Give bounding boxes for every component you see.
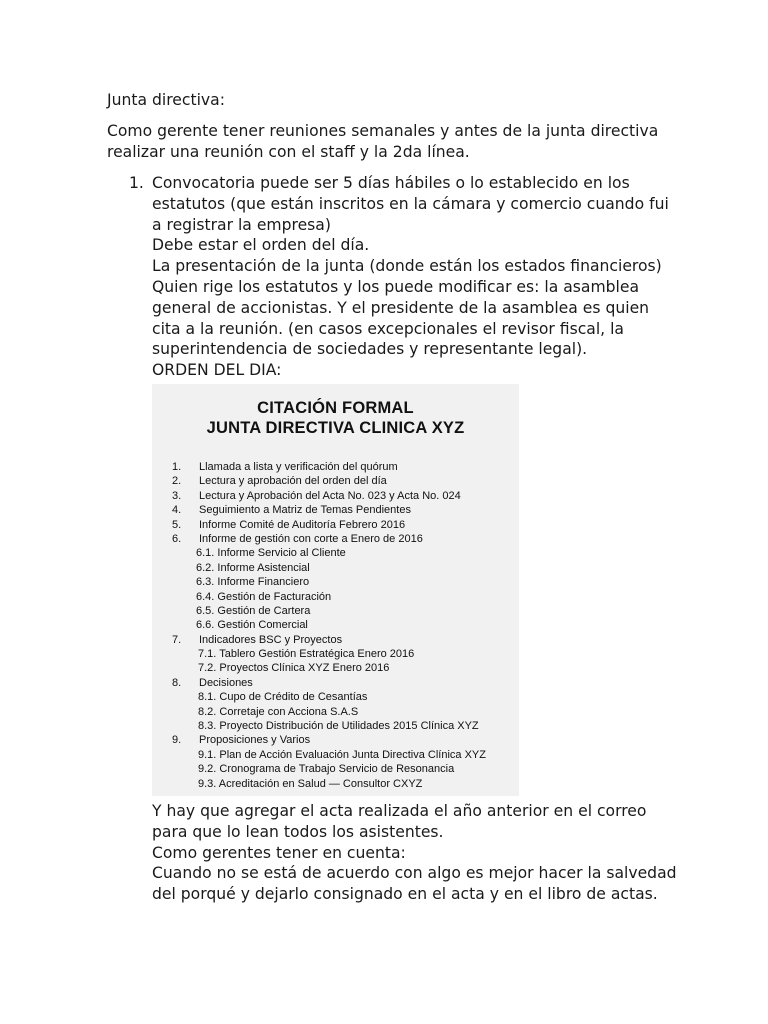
list-item-line: a registrar la empresa) (152, 215, 331, 234)
agenda-item (152, 762, 519, 776)
agenda-item-text: 9.1. Plan de Acción Evaluación Junta Directiva Clínica XYZ (198, 748, 486, 761)
section-heading: Junta directiva: (107, 91, 225, 109)
agenda-item-text: 6.6. Gestión Comercial (196, 619, 308, 632)
agenda-item-text: 6.2. Informe Asistencial (196, 561, 310, 574)
agenda-item-text: 8.3. Proyecto Distribución de Utilidades 2015 Clínica XYZ (198, 720, 479, 733)
list-item-line: La presentación de la junta (donde están los estados financieros) (152, 257, 662, 276)
agenda-item-text: 9.3. Acreditación en Salud — Consultor CXYZ (198, 777, 423, 790)
agenda-item (152, 604, 519, 618)
agenda-item (152, 733, 519, 747)
agenda-item-number: 6. (172, 532, 182, 545)
agenda-item (152, 661, 519, 675)
agenda-item-number: 5. (172, 518, 182, 531)
agenda-item (152, 546, 519, 560)
list-number: 1. (129, 174, 144, 192)
list-item-line: estatutos (que están inscritos en la cámara y comercio cuando fui (152, 194, 669, 213)
intro-line: Como gerente tener reuniones semanales y antes de la junta directiva (107, 122, 659, 140)
agenda-item (152, 518, 519, 532)
agenda-item-text: Informe de gestión con corte a Enero de 2016 (199, 532, 423, 545)
agenda-image (152, 384, 519, 796)
closing-line: Y hay que agregar el acta realizada el año anterior en el correo (152, 802, 647, 820)
agenda-list (152, 460, 519, 791)
closing-line: para que lo lean todos los asistentes. (152, 822, 444, 841)
agenda-item (152, 489, 519, 503)
agenda-item-text: Proposiciones y Varios (199, 734, 311, 747)
agenda-item (152, 633, 519, 647)
agenda-item-number: 4. (172, 504, 182, 517)
list-item-line: superintendencia de sociedades y representante legal). (152, 340, 588, 359)
list-item-line: general de accionistas. Y el presidente de la asamblea es quien (152, 298, 650, 317)
agenda-item-number: 1. (172, 461, 182, 473)
agenda-item-number: 2. (172, 475, 182, 488)
agenda-item-text: 6.5. Gestión de Cartera (196, 604, 311, 617)
agenda-item (152, 748, 519, 762)
agenda-item (152, 777, 519, 791)
agenda-subtitle: JUNTA DIRECTIVA CLINICA XYZ (206, 419, 465, 437)
list-item-line: ORDEN DEL DIA: (152, 361, 282, 380)
agenda-item (152, 474, 519, 488)
agenda-item-text: 6.4. Gestión de Facturación (196, 590, 332, 603)
agenda-item (152, 561, 519, 575)
agenda-item-text: Lectura y aprobación del orden del día (199, 475, 387, 488)
agenda-item-number: 3. (172, 489, 182, 502)
list-item-line: Quien rige los estatutos y los puede modificar es: la asamblea (152, 277, 640, 296)
agenda-item (152, 676, 519, 690)
agenda-item-text: Lectura y Aprobación del Acta No. 023 y Acta No. 024 (199, 489, 461, 502)
list-item-1 (152, 173, 669, 381)
agenda-title: CITACIÓN FORMAL (257, 399, 414, 417)
agenda-item (152, 460, 519, 474)
closing-line: del porqué y dejarlo consignado en el acta y en el libro de actas. (152, 885, 658, 904)
agenda-item-text: 8.2. Corretaje con Acciona S.A.S (198, 705, 359, 718)
agenda-item-text: Indicadores BSC y Proyectos (199, 633, 343, 646)
agenda-item-text: Llamada a lista y verificación del quórum (199, 461, 398, 473)
agenda-item-text: 6.1. Informe Servicio al Cliente (196, 547, 346, 560)
agenda-item-text: Decisiones (199, 676, 253, 689)
agenda-item-text: Seguimiento a Matriz de Temas Pendientes (199, 504, 411, 517)
agenda-item (152, 590, 519, 604)
agenda-item-number: 7. (172, 633, 182, 646)
agenda-item (152, 705, 519, 719)
agenda-item-text: 9.2. Cronograma de Trabajo Servicio de Resonancia (198, 763, 455, 776)
list-item-line: Convocatoria puede ser 5 días hábiles o lo establecido en los (152, 174, 630, 192)
agenda-item (152, 575, 519, 589)
closing-line: Cuando no se está de acuerdo con algo es mejor hacer la salvedad (152, 864, 677, 883)
intro-paragraph (107, 121, 658, 163)
list-item-line: cita a la reunión. (en casos excepcionales el revisor fiscal, la (152, 319, 624, 338)
agenda-item-number: 8. (172, 676, 182, 689)
agenda-item (152, 690, 519, 704)
agenda-item-text: Informe Comité de Auditoría Febrero 2016 (199, 518, 406, 531)
agenda-item-text: 7.2. Proyectos Clínica XYZ Enero 2016 (198, 662, 390, 675)
agenda-item-text: 6.3. Informe Financiero (196, 576, 310, 589)
agenda-item (152, 647, 519, 661)
list-item-line: Debe estar el orden del día. (152, 236, 370, 255)
closing-paragraph (152, 801, 677, 905)
agenda-item (152, 618, 519, 632)
closing-line: Como gerentes tener en cuenta: (152, 843, 406, 862)
agenda-item (152, 719, 519, 733)
agenda-item-number: 9. (172, 734, 182, 747)
agenda-item-text: 7.1. Tablero Gestión Estratégica Enero 2016 (198, 648, 415, 661)
agenda-item (152, 532, 519, 546)
agenda-item (152, 503, 519, 517)
intro-line: realizar una reunión con el staff y la 2da línea. (107, 142, 470, 161)
agenda-item-text: 8.1. Cupo de Crédito de Cesantías (198, 691, 368, 704)
